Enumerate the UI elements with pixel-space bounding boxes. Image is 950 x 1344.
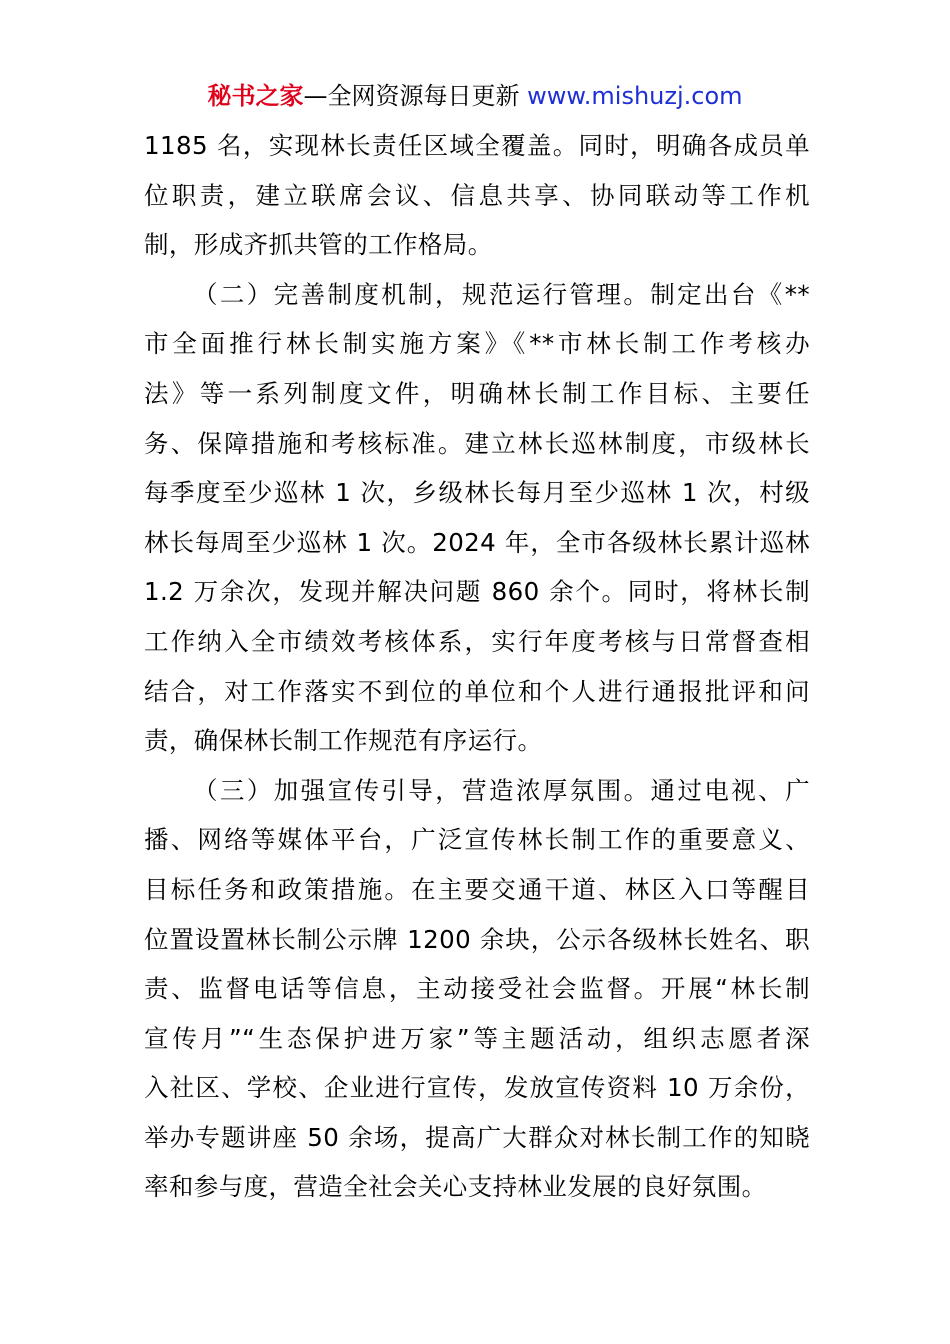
text-line: 务、保障措施和考核标准。建立林长巡林制度，市级林长 [144, 428, 810, 458]
text-line: 林长每周至少巡林 1 次。2024 年，全市各级林长累计巡林 [144, 527, 810, 557]
site-url-link[interactable]: www.mishuzj.com [527, 82, 743, 110]
document-body [144, 121, 810, 1212]
text-line: 制，形成齐抓共管的工作格局。 [144, 230, 493, 260]
text-line: 播、网络等媒体平台，广泛宣传林长制工作的重要意义、 [144, 825, 810, 855]
text-line: 目标任务和政策措施。在主要交通干道、林区入口等醒目 [144, 874, 810, 904]
text-line: 工作纳入全市绩效考核体系，实行年度考核与日常督查相 [144, 626, 810, 656]
text-line: 位置设置林长制公示牌 1200 余块，公示各级林长姓名、职 [144, 924, 810, 954]
text-line: 每季度至少巡林 1 次，乡级林长每月至少巡林 1 次，村级 [144, 478, 810, 508]
text-line: 责，确保林长制工作规范有序运行。 [144, 726, 543, 756]
text-line: 1.2 万余次，发现并解决问题 860 余个。同时，将林长制 [144, 577, 810, 607]
text-line: 入社区、学校、企业进行宣传，发放宣传资料 10 万余份， [144, 1073, 810, 1103]
text-line: 结合，对工作落实不到位的单位和个人进行通报批评和问 [144, 676, 810, 706]
text-line: 1185 名，实现林长责任区域全覆盖。同时，明确各成员单 [144, 131, 810, 160]
text-line: 率和参与度，营造全社会关心支持林业发展的良好氛围。 [144, 1172, 767, 1202]
text-line: 法》等一系列制度文件，明确林长制工作目标、主要任 [144, 378, 810, 408]
text-line: 位职责，建立联席会议、信息共享、协同联动等工作机 [144, 180, 810, 210]
text-line: 市全面推行林长制实施方案》《**市林长制工作考核办 [144, 329, 810, 359]
site-brand: 秘书之家 [207, 82, 304, 110]
text-line: 宣传月”“生态保护进万家”等主题活动，组织志愿者深 [144, 1023, 810, 1053]
paragraph-heading-line: （三）加强宣传引导，营造浓厚氛围。通过电视、广 [193, 775, 810, 805]
text-line: 责、监督电话等信息，主动接受社会监督。开展“林长制 [144, 974, 810, 1004]
paragraph-heading-line: （二）完善制度机制，规范运行管理。制定出台《** [193, 279, 810, 309]
text-line: 举办专题讲座 50 余场，提高广大群众对林长制工作的知晓 [144, 1122, 810, 1152]
site-tagline: —全网资源每日更新 [303, 82, 528, 110]
site-header [0, 80, 950, 112]
